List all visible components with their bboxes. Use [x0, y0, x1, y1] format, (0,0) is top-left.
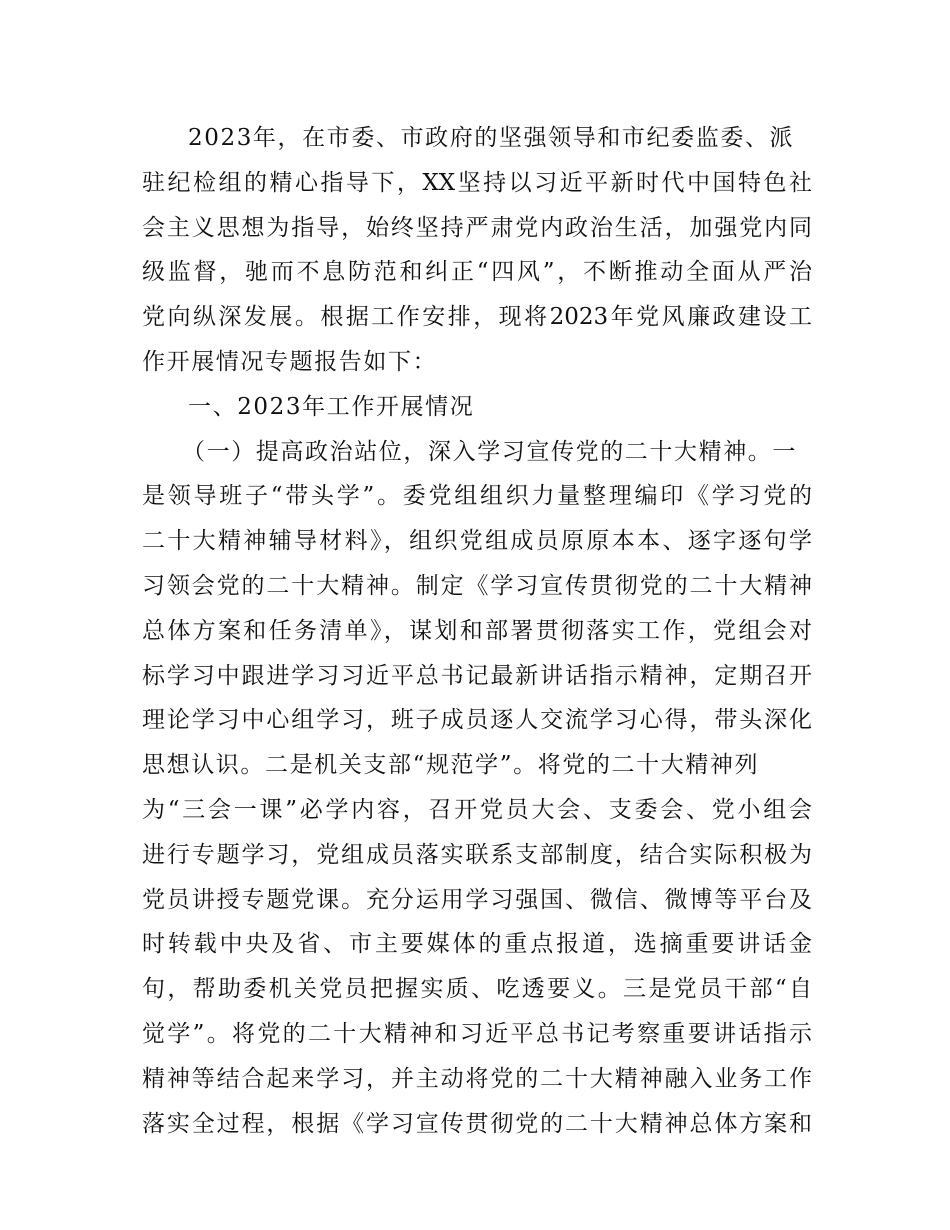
- paragraph-line: 时转载中央及省、市主要媒体的重点报道，选摘重要讲话金: [142, 931, 812, 958]
- paragraph-line: 驻纪检组的精心指导下，XX坚持以习近平新时代中国特色社: [142, 169, 812, 196]
- paragraph-line: 思想认识。二是机关支部“规范学”。将党的二十大精神列: [142, 752, 760, 779]
- paragraph-line: 习领会党的二十大精神。制定《学习宣传贯彻党的二十大精神: [142, 572, 812, 599]
- paragraph-line: 总体方案和任务清单》，谋划和部署贯彻落实工作，党组会对: [142, 617, 812, 644]
- paragraph-line: 是领导班子“带头学”。委党组组织力量整理编印《学习党的: [142, 483, 812, 510]
- paragraph-line: 党员讲授专题党课。充分运用学习强国、微信、微博等平台及: [142, 886, 812, 913]
- paragraph-line: 二十大精神辅导材料》，组织党组成员原原本本、逐字逐句学: [142, 528, 812, 555]
- paragraph-line: 会主义思想为指导，始终坚持严肃党内政治生活，加强党内同: [142, 214, 812, 241]
- section-heading: 一、2023年工作开展情况: [188, 393, 475, 420]
- paragraph-line: 落实全过程，根据《学习宣传贯彻党的二十大精神总体方案和: [142, 1110, 812, 1137]
- paragraph-line: 党向纵深发展。根据工作安排，现将2023年党风廉政建设工: [142, 304, 812, 331]
- paragraph-line: 理论学习中心组学习，班子成员逐人交流学习心得，带头深化: [142, 707, 812, 734]
- paragraph-line: 进行专题学习，党组成员落实联系支部制度，结合实际积极为: [142, 841, 812, 868]
- paragraph-line: 标学习中跟进学习习近平总书记最新讲话指示精神，定期召开: [142, 662, 812, 689]
- subsection-heading-line: （一）提高政治站位，深入学习宣传党的二十大精神。一: [182, 438, 797, 465]
- paragraph-line: 2023年，在市委、市政府的坚强领导和市纪委监委、派: [188, 125, 795, 151]
- paragraph-line: 作开展情况专题报告如下：: [142, 348, 438, 375]
- document-body: [142, 116, 812, 1146]
- paragraph-line: 为“三会一课”必学内容，召开党员大会、支委会、党小组会: [142, 796, 812, 823]
- paragraph-line: 精神等结合起来学习，并主动将党的二十大精神融入业务工作: [142, 1065, 812, 1092]
- paragraph-line: 句，帮助委机关党员把握实质、吃透要义。三是党员干部“自: [142, 976, 812, 1003]
- paragraph-line: 觉学”。将党的二十大精神和习近平总书记考察重要讲话指示: [142, 1020, 812, 1047]
- paragraph-line: 级监督，驰而不息防范和纠正“四风”，不断推动全面从严治: [142, 259, 812, 286]
